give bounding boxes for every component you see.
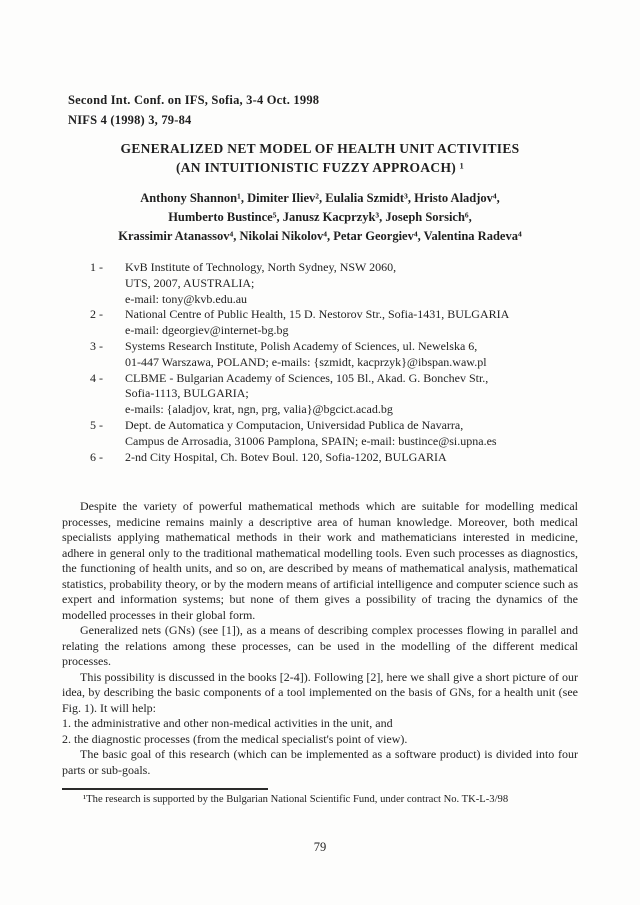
affiliation-text (125, 260, 578, 307)
author-list (62, 189, 578, 246)
body-text (62, 499, 578, 778)
body-paragraph-3: This possibility is discussed in the books [2-4]). Following [2], here we shall give a short picture of our idea, by describing the basic components of a tool implemented on the basis of GNs, for a health unit (see Fig. 1). It will help: (62, 669, 578, 715)
author-line-2: Humberto Bustince⁵, Janusz Kacprzyk³, Joseph Sorsich⁶, (168, 210, 472, 224)
affiliation-item-2 (90, 307, 578, 339)
page-number: 79 (313, 840, 327, 854)
affiliation-line: e-mails: {aladjov, krat, ngn, prg, valia}@bgcict.acad.bg (125, 402, 393, 417)
affiliation-item-5 (90, 418, 578, 450)
journal-header-line-1: Second Int. Conf. on IFS, Sofia, 3-4 Oct. 1998 (68, 93, 320, 107)
affiliation-line: Dept. de Automatica y Computacion, Universidad Publica de Navarra, (125, 417, 464, 432)
affiliation-line: UTS, 2007, AUSTRALIA; (125, 275, 255, 290)
affiliation-text (125, 418, 578, 450)
affiliation-number: 2 - (90, 307, 103, 322)
journal-header (68, 90, 578, 130)
affiliation-number: 4 - (90, 370, 103, 385)
affiliation-line: National Centre of Public Health, 15 D. Nestorov Str., Sofia-1431, BULGARIA (125, 307, 510, 322)
affiliation-line: Campus de Arrosadia, 31006 Pamplona, SPAIN; e-mail: bustince@si.upna.es (125, 433, 497, 448)
footnote-text: ¹The research is supported by the Bulgarian National Scientific Fund, under contract No. TK-L-3/98 (83, 794, 509, 806)
journal-header-line-2: NIFS 4 (1998) 3, 79-84 (68, 113, 192, 127)
affiliation-line: e-mail: dgeorgiev@internet-bg.bg (125, 323, 289, 338)
page-title (62, 139, 578, 177)
affiliation-text (125, 339, 578, 371)
affiliation-text (125, 450, 578, 466)
body-paragraph-2: Generalized nets (GNs) (see [1]), as a means of describing complex processes flowing in parallel and relating the relations among these processes, can be used in the modelling of the different medical processes. (62, 623, 578, 669)
body-paragraph-1: Despite the variety of powerful mathematical methods which are suitable for modelling medical processes, medicine remains mainly a descriptive area of human knowledge. Moreover, both medical specialists applying mathematical methods in their work and mathematicians interested in medicine, adhere in general only to the traditional mathematical modelling tools. Even such processes as diagnostics, the functioning of health units, and so on, are described by means of mathematical analysis, mathematical statistics, probability theory, or by the modern means of artificial intelligence and computer science such as expert and information systems; but none of them gives a possibility of tracing the dynamics of the modelled processes in their global form. (62, 499, 578, 622)
affiliation-item-1 (90, 260, 578, 307)
affiliation-line: 2-nd City Hospital, Ch. Botev Boul. 120, Sofia-1202, BULGARIA (125, 449, 447, 464)
paper-title-line-1: GENERALIZED NET MODEL OF HEALTH UNIT ACTIVITIES (120, 141, 520, 156)
numbered-list-item-2: 2. the diagnostic processes (from the medical specialist's point of view). (62, 731, 408, 746)
footnote-rule (62, 788, 268, 790)
affiliation-item-3 (90, 339, 578, 371)
paper-title-line-2: (AN INTUITIONISTIC FUZZY APPROACH) ¹ (175, 160, 465, 175)
affiliation-line: CLBME - Bulgarian Academy of Sciences, 105 Bl., Akad. G. Bonchev Str., (125, 370, 489, 385)
affiliation-number: 1 - (90, 260, 103, 274)
numbered-list-item-1: 1. the administrative and other non-medical activities in the unit, and (62, 716, 393, 731)
affiliation-line: KvB Institute of Technology, North Sydney, NSW 2060, (125, 260, 397, 274)
affiliation-line: Systems Research Institute, Polish Academy of Sciences, ul. Newelska 6, (125, 338, 478, 353)
author-line-1: Anthony Shannon¹, Dimiter Iliev², Eulalia Szmidt³, Hristo Aladjov⁴, (140, 191, 500, 205)
affiliation-line: 01-447 Warszawa, POLAND; e-mails: {szmidt, kacprzyk}@ibspan.waw.pl (125, 354, 487, 369)
affiliation-number: 5 - (90, 417, 103, 432)
footnote (62, 788, 578, 807)
affiliation-line: e-mail: tony@kvb.edu.au (125, 291, 248, 306)
body-paragraph-4: The basic goal of this research (which can be implemented as a software product) is divided into four parts or sub-goals. (62, 747, 578, 777)
affiliation-number: 3 - (90, 338, 103, 353)
affiliation-item-6 (90, 450, 578, 466)
affiliation-text (125, 371, 578, 418)
affiliation-text (125, 307, 578, 339)
affiliation-line: Sofia-1113, BULGARIA; (125, 386, 249, 401)
author-line-3: Krassimir Atanassov⁴, Nikolai Nikolov⁴, Petar Georgiev⁴, Valentina Radeva⁴ (118, 229, 522, 243)
affiliation-item-4 (90, 371, 578, 418)
affiliation-list (62, 260, 578, 465)
affiliation-number: 6 - (90, 449, 103, 464)
